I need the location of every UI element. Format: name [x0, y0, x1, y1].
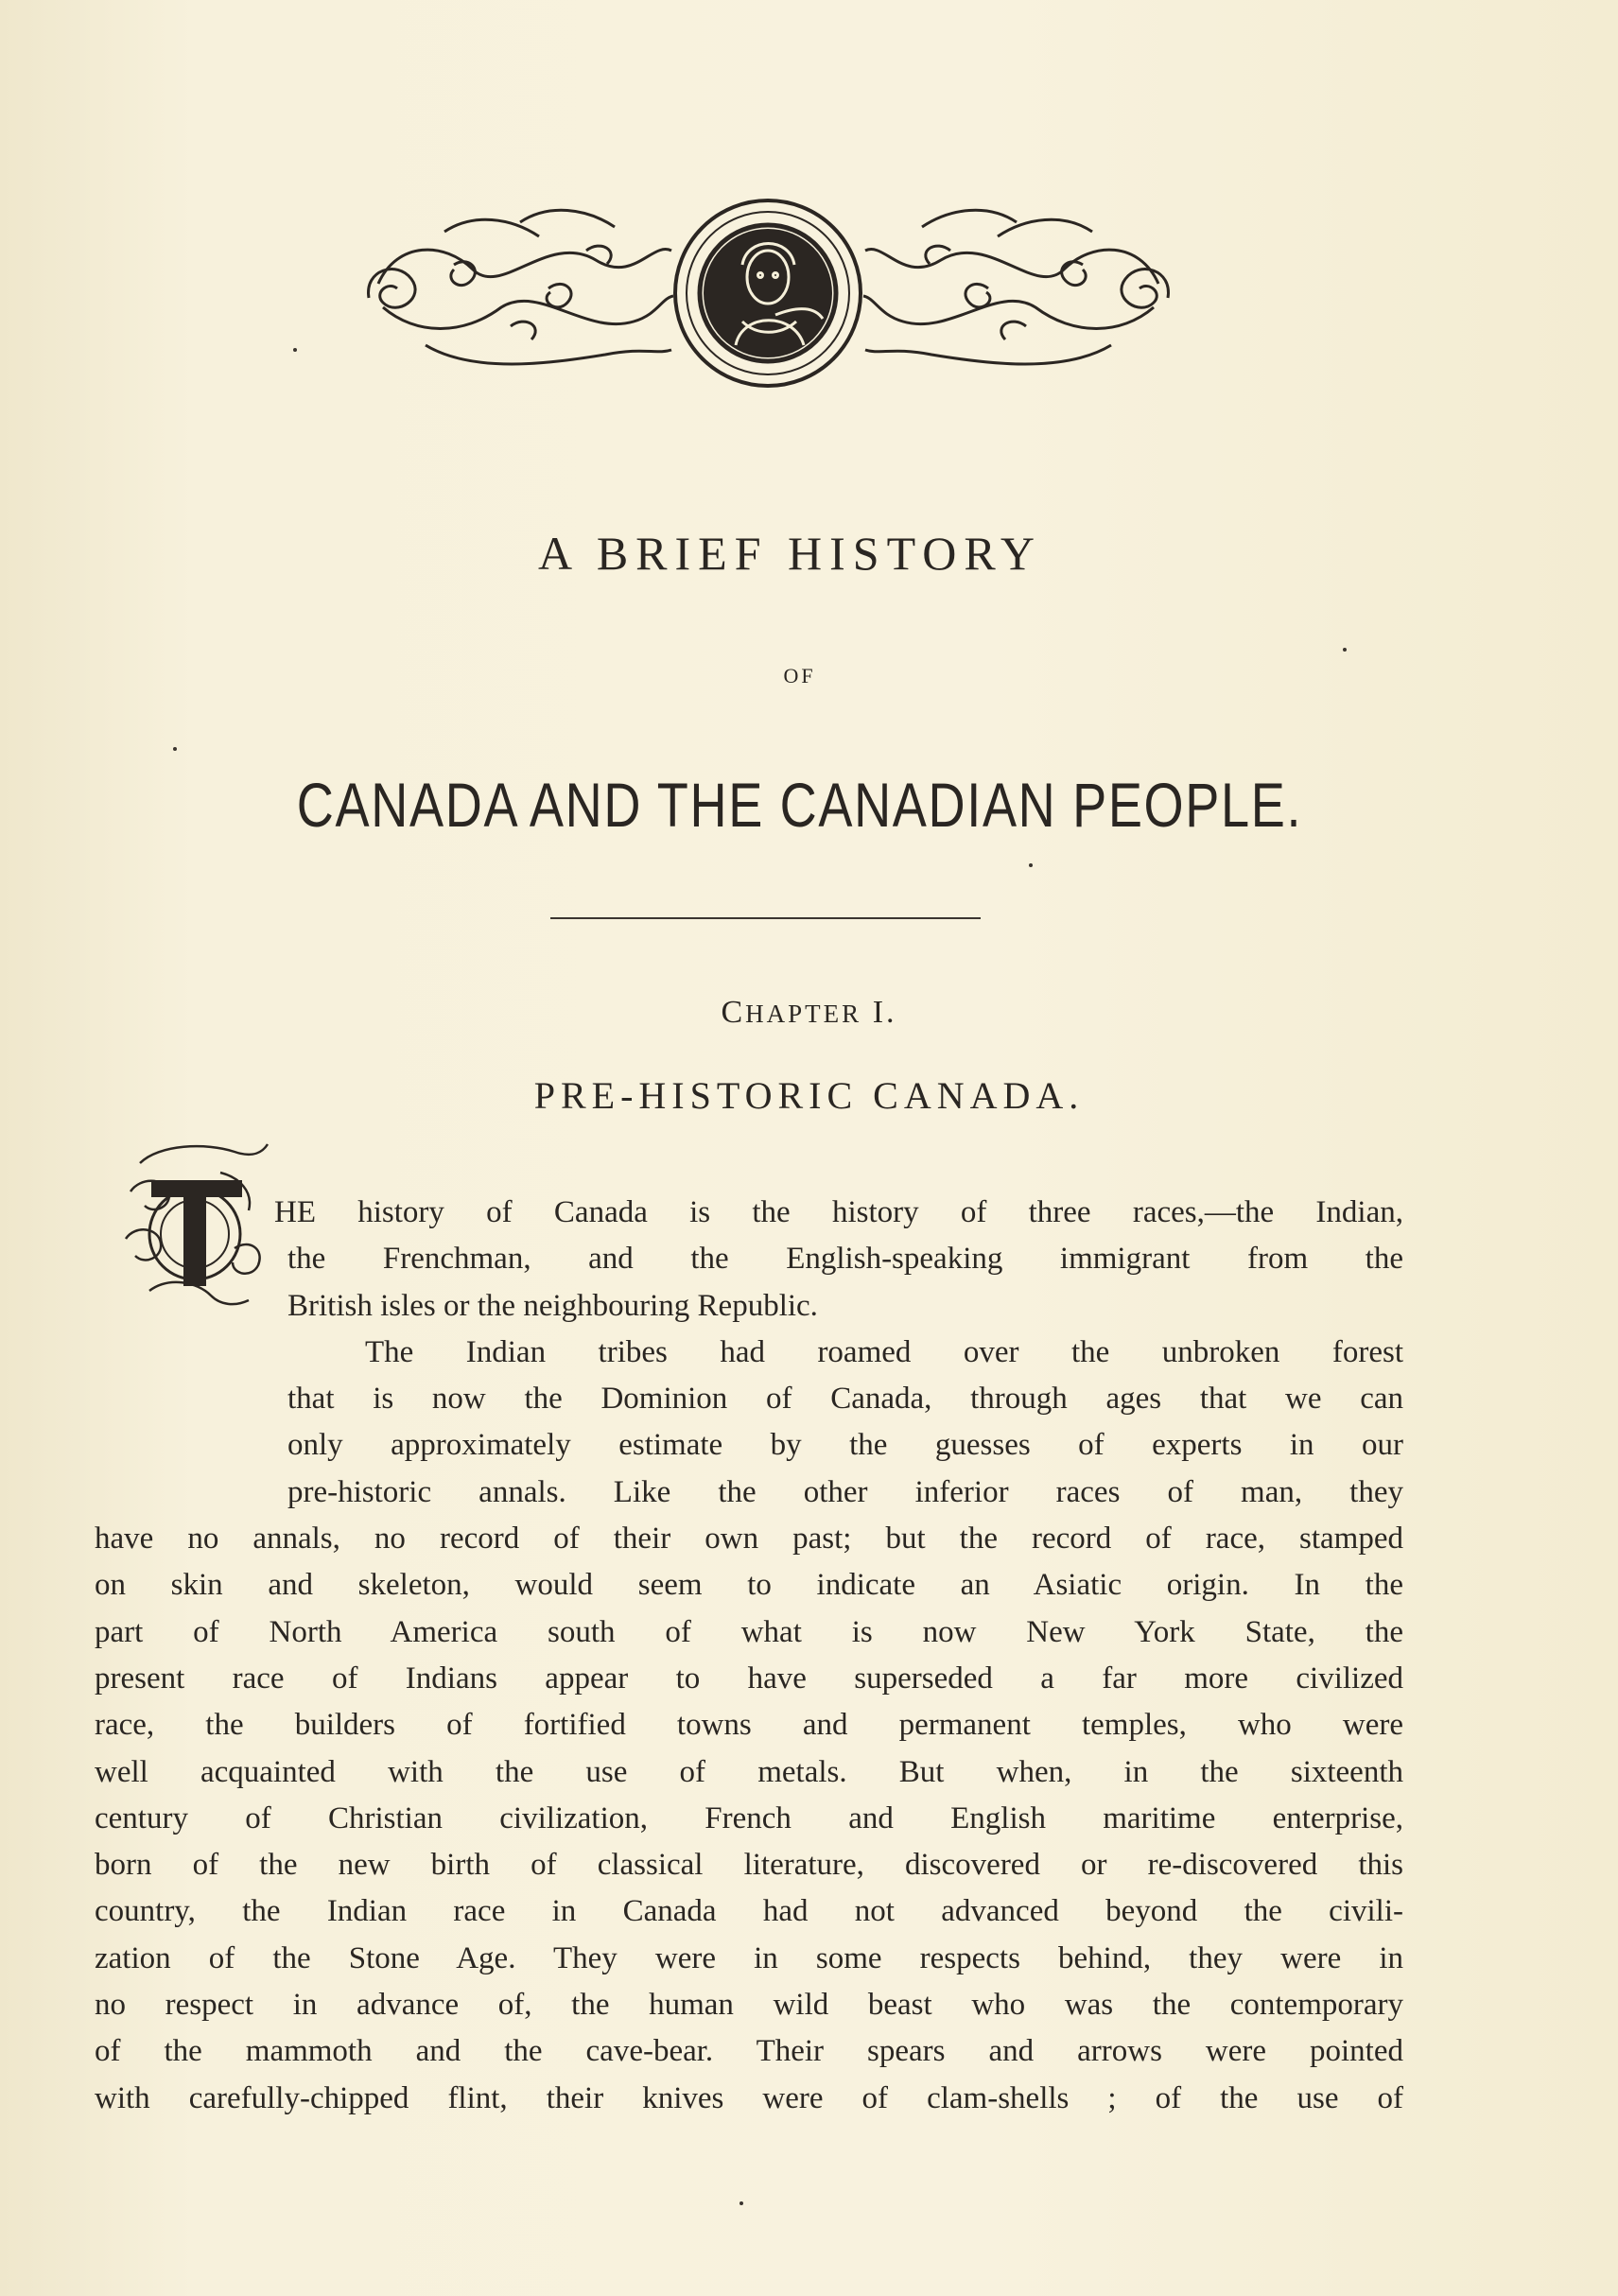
- indented-block: [274, 1190, 1403, 1516]
- text-line: pre-historic annals. Like the other inferior races of man, they: [287, 1474, 1403, 1509]
- text-line: British isles or the neighbouring Republic.: [287, 1288, 818, 1323]
- text-line: no respect in advance of, the human wild beast who was the contemporary: [95, 1988, 1403, 2023]
- text-line: part of North America south of what is now New York State, the: [95, 1614, 1403, 1649]
- text-line: race, the builders of fortified towns and permanent temples, who were: [95, 1708, 1403, 1743]
- text-line: have no annals, no record of their own past; but the record of race, stamped: [95, 1522, 1403, 1557]
- speck: [1029, 863, 1033, 867]
- book-title-line-1: A BRIEF HISTORY: [537, 527, 1043, 580]
- speck: [173, 747, 177, 751]
- chapter-title: PRE-HISTORIC CANADA.: [533, 1074, 1085, 1117]
- chapter-number: I.: [872, 995, 897, 1030]
- text-line: The Indian tribes had roamed over the unbroken forest: [365, 1334, 1403, 1369]
- text-line: well acquainted with the use of metals. But when, in the sixteenth: [95, 1754, 1403, 1789]
- headpiece-ornament-icon: [359, 194, 1177, 392]
- text-line: the Frenchman, and the English-speaking immigrant from the: [287, 1242, 1403, 1277]
- chapter-label-initial: C: [721, 995, 746, 1030]
- full-width-block: [95, 1516, 1403, 2122]
- text-line: of the mammoth and the cave-bear. Their spears and arrows were pointed: [95, 2034, 1403, 2069]
- title-divider: [550, 917, 981, 919]
- text-line: country, the Indian race in Canada had not advanced beyond the civili-: [95, 1894, 1403, 1929]
- book-title-line-2: OF: [783, 664, 816, 687]
- text-line: born of the new birth of classical literature, discovered or re-discovered this: [95, 1848, 1403, 1883]
- text-line: century of Christian civilization, French and English maritime enterprise,: [95, 1800, 1403, 1835]
- text-line: zation of the Stone Age. They were in some respects behind, they were in: [95, 1940, 1403, 1975]
- text-line: that is now the Dominion of Canada, through ages that we can: [287, 1382, 1403, 1417]
- text-line: HE history of Canada is the history of three races,—the Indian,: [274, 1195, 1403, 1229]
- body-text: [87, 1190, 1403, 2122]
- text-line: on skin and skeleton, would seem to indicate an Asiatic origin. In the: [95, 1568, 1403, 1603]
- text-line: with carefully-chipped flint, their knives were of clam-shells ; of the use of: [95, 2080, 1403, 2115]
- chapter-heading: [0, 995, 1618, 1031]
- chapter-label-rest: HAPTER: [745, 1000, 862, 1028]
- speck: [293, 348, 297, 352]
- speck: [1343, 648, 1347, 652]
- text-line: present race of Indians appear to have superseded a far more civilized: [95, 1661, 1403, 1696]
- dropcap-letter: T: [194, 1191, 196, 1192]
- speck: [739, 2201, 743, 2205]
- text-line: only approximately estimate by the guesses of experts in our: [287, 1428, 1403, 1463]
- book-title-line-3: CANADA AND THE CANADIAN PEOPLE.: [296, 770, 1303, 840]
